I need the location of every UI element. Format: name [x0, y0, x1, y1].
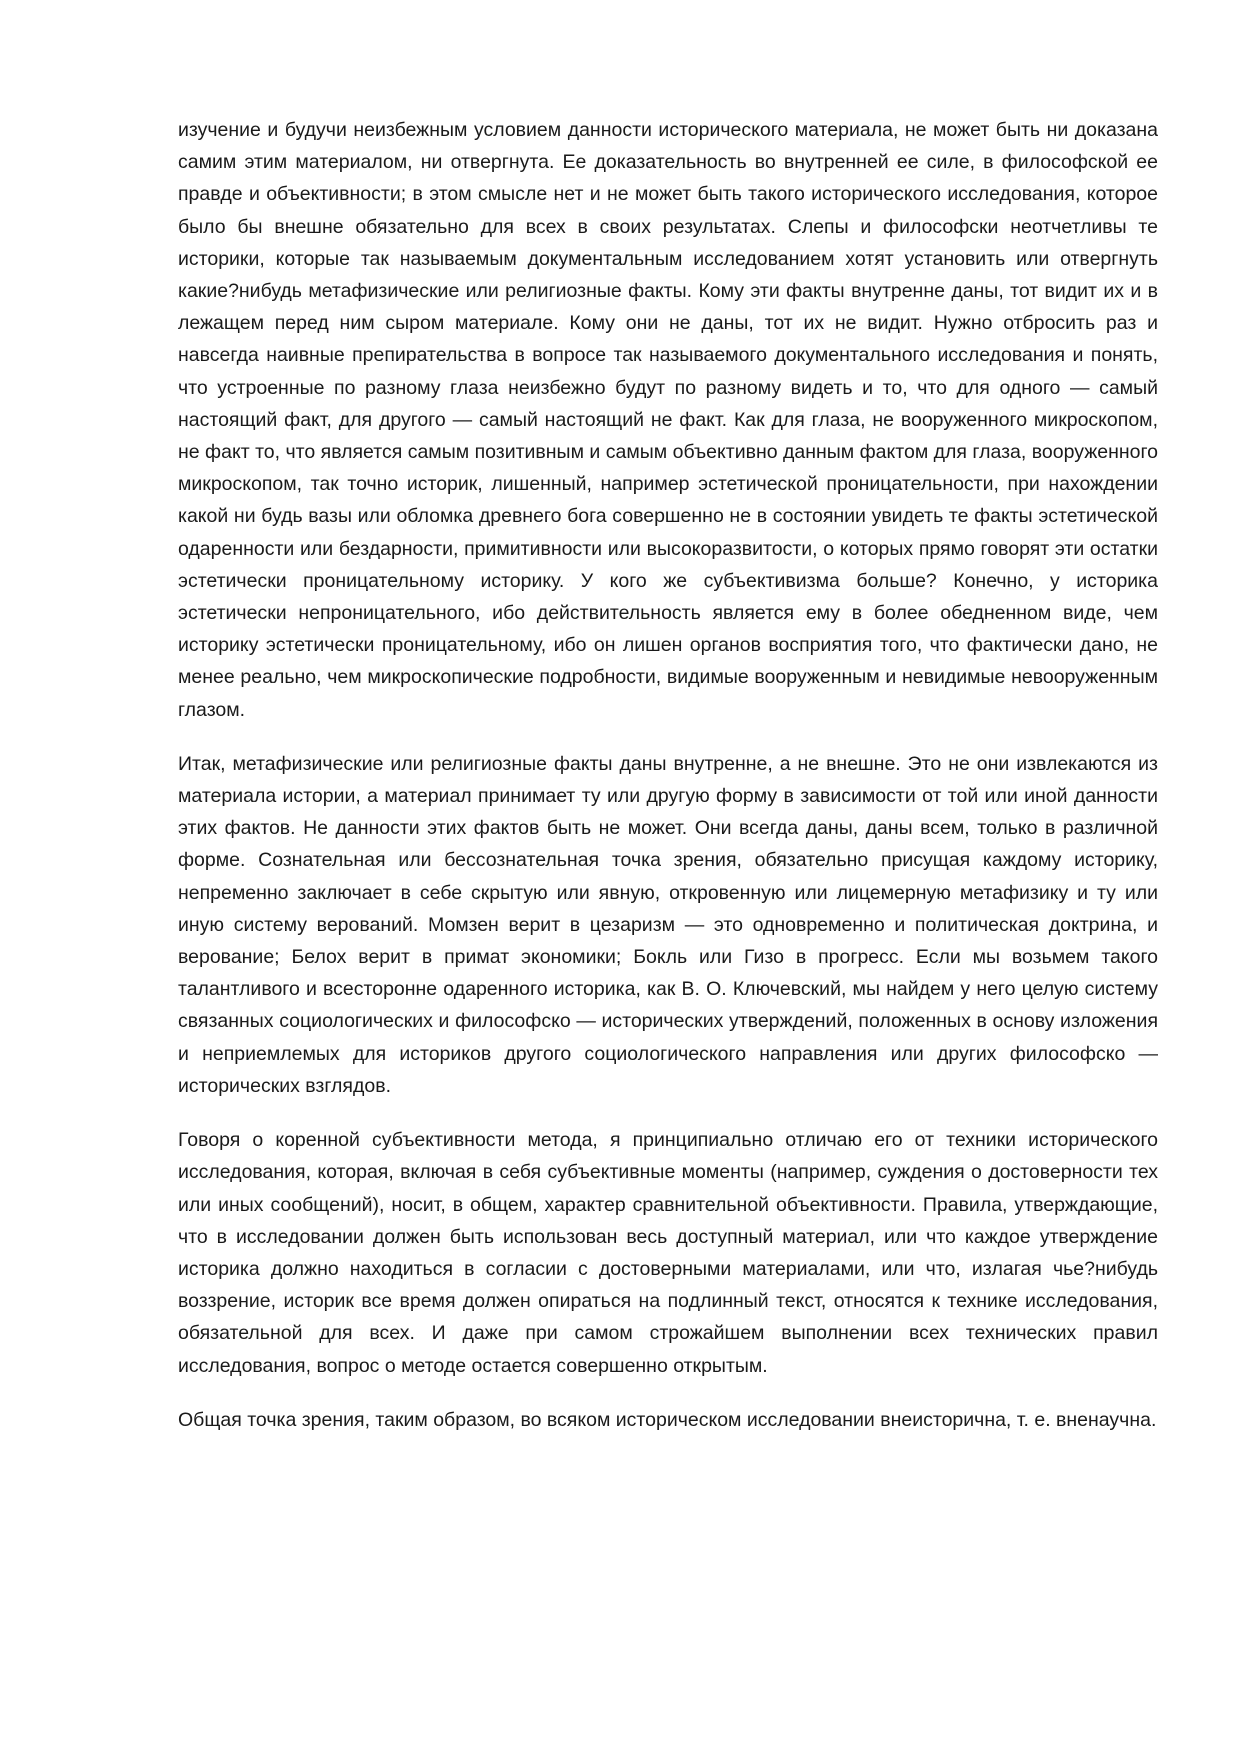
paragraph: Общая точка зрения, таким образом, во всяком историческом исследовании внеисторична, т. е. вненаучна.: [178, 1408, 1157, 1431]
document-page: [178, 114, 1158, 1458]
paragraph: Говоря о коренной субъективности метода, я принципиально отличаю его от техники исторического исследования, которая, включая в себя субъективные моменты (например, суждения о достоверности тех или иных сообщений), носит, в общем, характер сравнительной объективности. Правила, утверждающие, что в исследовании должен быть использован весь доступный материал, или что каждое утверждение историка должно находиться в согласии с достоверными материалами, или что, излагая чье?нибудь воззрение, историк все время должен опираться на подлинный текст, относятся к технике исследования, обязательной для всех. И даже при самом строжайшем выполнении всех технических правил исследования, вопрос о методе остается совершенно открытым.: [178, 1129, 1158, 1377]
paragraph: Итак, метафизические или религиозные факты даны внутренне, а не внешне. Это не они извлекаются из материала истории, а материал принимает ту или другую форму в зависимости от той или иной данности этих фактов. Не данности этих фактов быть не может. Они всегда даны, даны всем, только в различной форме. Сознательная или бессознательная точка зрения, обязательно присущая каждому историку, непременно заключает в себе скрытую или явную, откровенную или лицемерную метафизику и ту или иную систему верований. Момзен верит в цезаризм — это одновременно и политическая доктрина, и верование; Белох верит в примат экономики; Бокль или Гизо в прогресс. Если мы возьмем такого талантливого и всесторонне одаренного историка, как В. О. Ключевский, мы найдем у него целую систему связанных социологических и философско — исторических утверждений, положенных в основу изложения и неприемлемых для историков другого социологического направления или других философско — исторических взглядов.: [178, 752, 1158, 1097]
paragraph: изучение и будучи неизбежным условием данности исторического материала, не может быть ни доказана самим этим материалом, ни отвергнута. Ее доказательность во внутренней ее силе, в философской ее правде и объективности; в этом смысле нет и не может быть такого исторического исследования, которое было бы внешне обязательно для всех в своих результатах. Слепы и философски неотчетливы те историки, которые так называемым документальным исследованием хотят установить или отвергнуть какие?нибудь метафизические или религиозные факты. Кому эти факты внутренне даны, тот видит их и в лежащем перед ним сыром материале. Кому они не даны, тот их не видит. Нужно отбросить раз и навсегда наивные препирательства в вопросе так называемого документального исследования и понять, что устроенные по разному глаза неизбежно будут по разному видеть и то, что для одного — самый настоящий факт, для другого — самый настоящий не факт. Как для глаза, не вооруженного микроскопом, не факт то, что является самым позитивным и самым объективно данным фактом для глаза, вооруженного микроскопом, так точно историк, лишенный, например эстетической проницательности, при нахождении какой ни будь вазы или обломка древнего бога совершенно не в состоянии увидеть те факты эстетической одаренности или бездарности, примитивности или высокоразвитости, о которых прямо говорят эти остатки эстетически проницательному историку. У кого же субъективизма больше? Конечно, у историка эстетически непроницательного, ибо действительность является ему в более обедненном виде, чем историку эстетически проницательному, ибо он лишен органов восприятия того, что фактически дано, не менее реально, чем микроскопические подробности, видимые вооруженным и невидимые невооруженным глазом.: [178, 119, 1158, 721]
